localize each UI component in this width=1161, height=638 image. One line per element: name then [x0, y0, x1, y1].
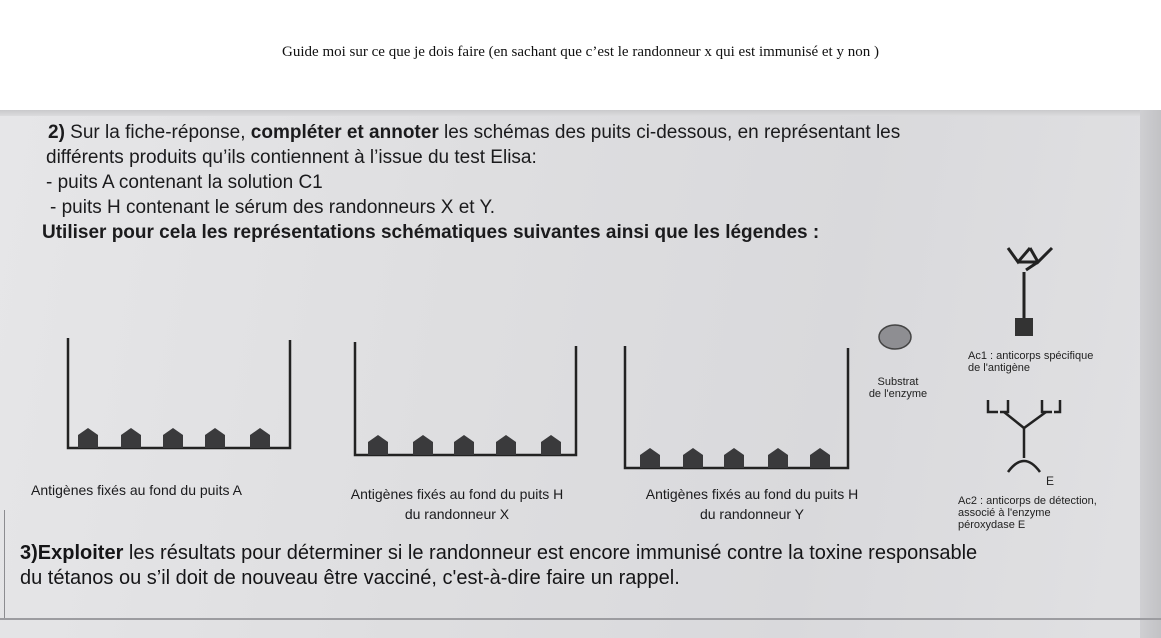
q3-line-2: du tétanos ou s’il doit de nouveau être vacciné, c'est-à-dire faire un rappel. [20, 567, 680, 589]
well-a [68, 338, 290, 448]
q2-line-5: Utiliser pour cela les représentations schématiques suivantes ainsi que les légendes : [42, 222, 820, 243]
ac1-label-line2: de l'antigène [968, 362, 1031, 374]
ac2-label-line1: Ac2 : anticorps de détection, [958, 495, 1097, 507]
well-a-caption [31, 480, 242, 500]
well-hy-caption-line1: Antigènes fixés au fond du puits H [645, 486, 859, 502]
substrate-symbol [879, 325, 911, 349]
well-a-caption-line1: Antigènes fixés au fond du puits A [31, 482, 242, 498]
substrate-label-line2: de l'enzyme [868, 388, 928, 400]
ac1-label-line1: Ac1 : anticorps spécifique [968, 350, 1094, 362]
well-h-x [355, 342, 576, 455]
ac2-label-line2: associé à l'enzyme [958, 507, 1051, 519]
well-hy-caption [623, 484, 881, 524]
ac2-label-line3: péroxydase E [958, 519, 1026, 531]
q3-line-1 [20, 542, 977, 565]
q2-number: 2) [48, 122, 65, 143]
substrate-label-line1: Substrat [877, 376, 919, 388]
exercise-photo [0, 110, 1161, 638]
frame-left-line [4, 510, 5, 618]
enzyme-label: E [1046, 474, 1055, 488]
q2-intro: Sur la fiche-réponse, [64, 122, 251, 143]
substrate-label [862, 376, 934, 400]
frame-bottom-line [0, 618, 1161, 620]
ac2-label [958, 495, 1097, 531]
q2-line-2: différents produits qu’ils contiennent à l’issue du test Elisa: [46, 147, 537, 168]
well-hy-caption-line2: du randonneur Y [699, 506, 805, 522]
well-hx-caption-line1: Antigènes fixés au fond du puits H [350, 486, 564, 502]
q2-instruction-rest: les schémas des puits ci-dessous, en représentant les [438, 122, 901, 143]
well-hx-caption [328, 484, 586, 524]
well-h-y [625, 346, 848, 468]
q3-number-bold: 3)Exploiter [20, 542, 124, 564]
well-hx-caption-line2: du randonneur X [404, 506, 510, 522]
q2-line-3: - puits A contenant la solution C1 [46, 172, 323, 193]
question-text: Guide moi sur ce que je dois faire (en sachant que c’est le randonneur x qui est immunisé et y non ) [282, 44, 879, 60]
ac1-symbol [1008, 248, 1052, 336]
q3-text: les résultats pour déterminer si le randonneur est encore immunisé contre la toxine responsable [123, 542, 978, 564]
ac1-label [968, 350, 1093, 374]
q2-line-4: - puits H contenant le sérum des randonneurs X et Y. [50, 197, 496, 218]
q2-instruction-bold: compléter et annoter [250, 122, 439, 143]
ac2-symbol [988, 400, 1060, 472]
